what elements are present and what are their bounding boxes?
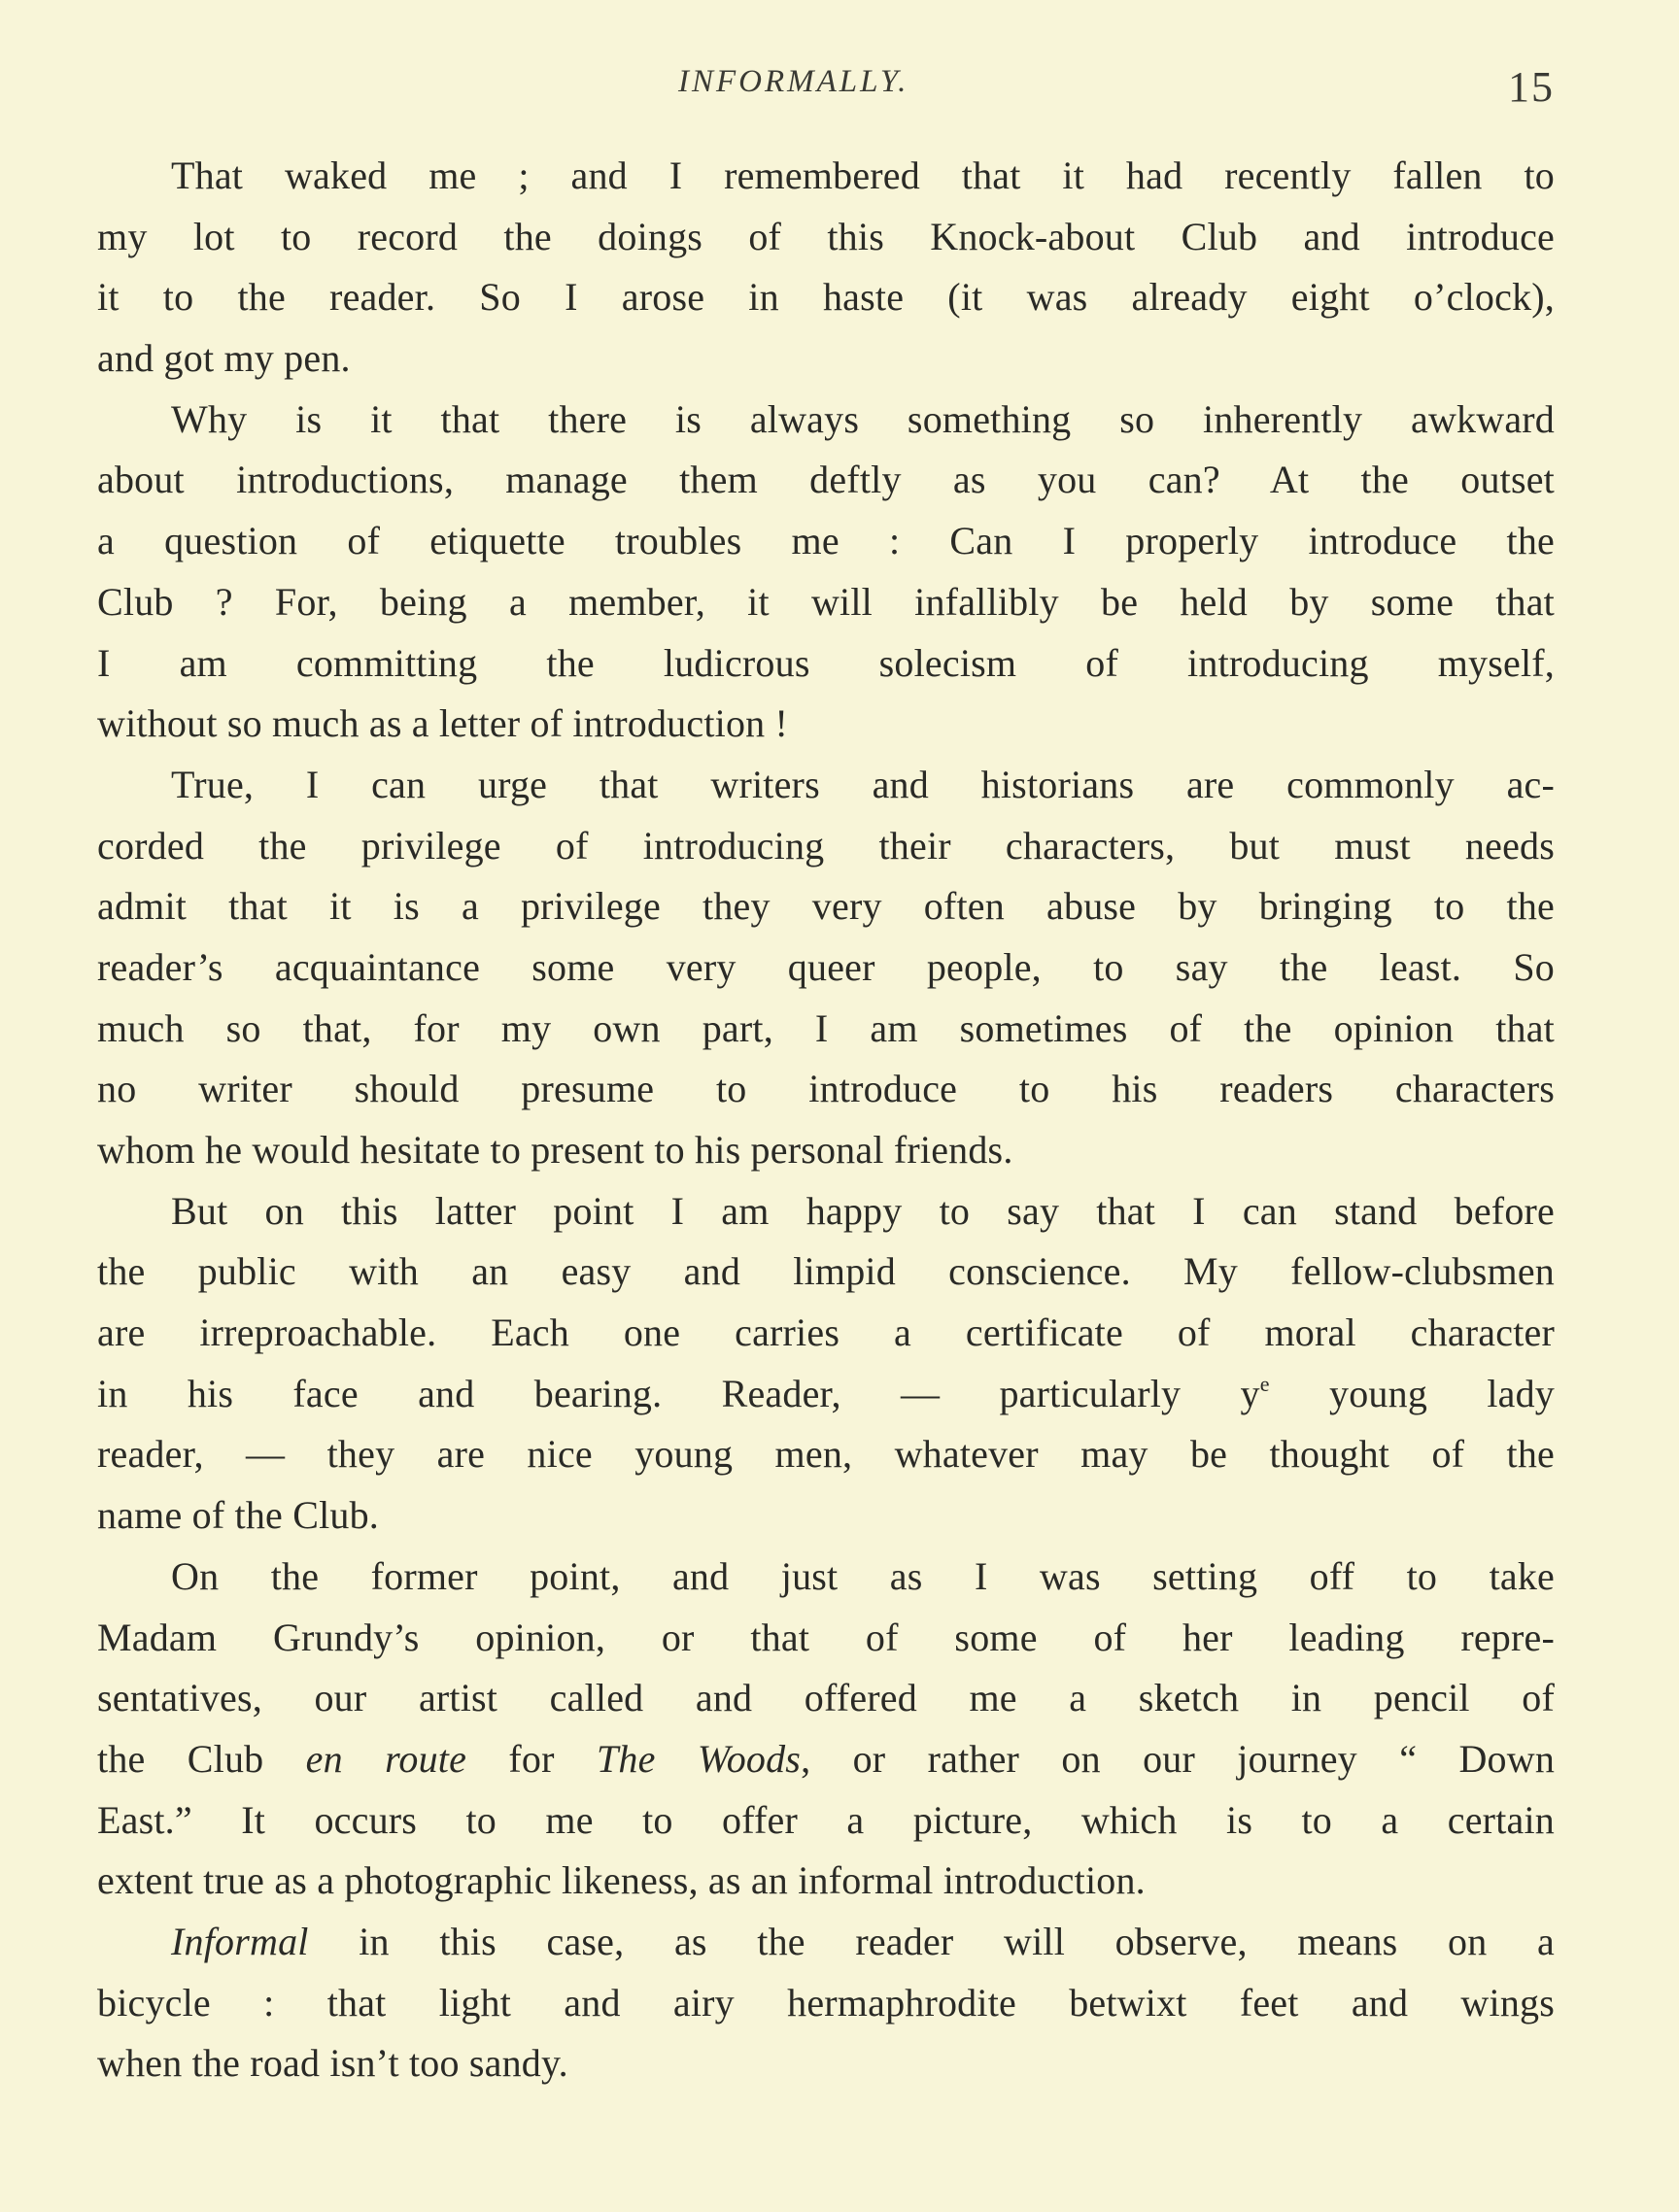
text-fragment: my lot to record the doings of this Knock-about Club and introduce (97, 214, 1555, 258)
text-line (97, 1485, 1555, 1547)
text-line (97, 694, 1555, 755)
text-line (97, 2033, 1555, 2094)
text-line (97, 328, 1555, 390)
text-fragment: East.” It occurs to me to offer a picture, which is to a certain (97, 1797, 1555, 1842)
text-fragment: bicycle : that light and airy hermaphrodite betwixt feet and wings (97, 1980, 1555, 2025)
text-line (97, 146, 1555, 207)
text-line (97, 1242, 1555, 1303)
italic-text: en route (305, 1736, 467, 1781)
text-line (97, 937, 1555, 999)
page-number: 15 (1508, 63, 1555, 111)
text-fragment: without so much as a letter of introduction ! (97, 701, 789, 746)
text-line (97, 267, 1555, 328)
paragraph (97, 1181, 1555, 1547)
text-fragment: reader’s acquaintance some very queer people, to say the least. So (97, 944, 1555, 989)
text-fragment: the public with an easy and limpid conscience. My fellow-clubsmen (97, 1249, 1555, 1294)
text-fragment: for (466, 1736, 597, 1781)
text-line (97, 390, 1555, 451)
text-fragment: Madam Grundy’s opinion, or that of some of her leading repre- (97, 1615, 1555, 1659)
text-line (97, 1303, 1555, 1364)
paragraph (97, 146, 1555, 390)
text-line (97, 633, 1555, 695)
text-fragment: On the former point, and just as I was setting off to take (171, 1553, 1555, 1598)
text-line (97, 1120, 1555, 1181)
text-line (97, 1973, 1555, 2034)
text-fragment: about introductions, manage them deftly as you can? At the outset (97, 458, 1555, 502)
text-fragment: I am committing the ludicrous solecism of introducing myself, (97, 640, 1555, 685)
text-line (97, 572, 1555, 633)
text-fragment: corded the privilege of introducing their characters, but must needs (97, 823, 1555, 868)
body-text (97, 146, 1555, 2094)
text-fragment: and got my pen. (97, 336, 351, 381)
text-line (97, 755, 1555, 816)
text-fragment: reader, — they are nice young men, whatever may be thought of the (97, 1432, 1555, 1477)
text-fragment: are irreproachable. Each one carries a certificate of moral character (97, 1310, 1555, 1355)
text-fragment: Why is it that there is always something so inherently awkward (171, 396, 1555, 441)
italic-text: The Woods (596, 1736, 802, 1781)
text-fragment: whom he would hesitate to present to his personal friends. (97, 1128, 1013, 1172)
superscript: e (1259, 1371, 1270, 1396)
text-fragment: , or rather on our journey “ Down (801, 1736, 1556, 1781)
text-line (97, 207, 1555, 268)
text-fragment: in this case, as the reader will observe, means on a (308, 1919, 1555, 1963)
paragraph (97, 755, 1555, 1181)
text-line (97, 1059, 1555, 1120)
text-line (97, 816, 1555, 877)
text-fragment: admit that it is a privilege they very often abuse by bringing to the (97, 884, 1555, 929)
text-line (97, 1608, 1555, 1669)
text-line (97, 1547, 1555, 1608)
text-fragment: when the road isn’t too sandy. (97, 2041, 568, 2086)
text-fragment: the Club (97, 1736, 306, 1781)
paragraph (97, 1547, 1555, 1912)
italic-text: Informal (171, 1919, 309, 1963)
text-line (97, 1851, 1555, 1912)
text-line (97, 1790, 1555, 1852)
text-fragment: young lady (1269, 1371, 1555, 1415)
text-fragment: name of the Club. (97, 1493, 380, 1538)
text-fragment: That waked me ; and I remembered that it had recently fallen to (171, 153, 1555, 197)
paragraph (97, 1912, 1555, 2094)
text-fragment: True, I can urge that writers and historians are commonly ac- (171, 762, 1555, 806)
text-line (97, 1912, 1555, 1973)
text-fragment: a question of etiquette troubles me : Can I properly introduce the (97, 519, 1555, 563)
text-line (97, 1729, 1555, 1790)
text-line (97, 1668, 1555, 1729)
text-fragment: sentatives, our artist called and offered me a sketch in pencil of (97, 1676, 1555, 1720)
paragraph (97, 390, 1555, 755)
text-fragment: in his face and bearing. Reader, — particularly y (97, 1371, 1260, 1415)
text-line (97, 999, 1555, 1060)
running-head (0, 64, 1679, 122)
text-fragment: But on this latter point I am happy to say that I can stand before (171, 1188, 1555, 1233)
text-line (97, 1181, 1555, 1242)
text-fragment: no writer should presume to introduce to his readers characters (97, 1067, 1555, 1111)
text-line (97, 1364, 1555, 1425)
text-fragment: Club ? For, being a member, it will infallibly be held by some that (97, 579, 1555, 624)
text-fragment: extent true as a photographic likeness, as an informal introduction. (97, 1858, 1146, 1903)
text-fragment: much so that, for my own part, I am sometimes of the opinion that (97, 1005, 1555, 1050)
text-line (97, 876, 1555, 937)
text-line (97, 511, 1555, 572)
running-title: INFORMALLY. (678, 64, 909, 99)
text-fragment: it to the reader. So I arose in haste (it was already eight o’clock), (97, 275, 1555, 320)
text-line (97, 1424, 1555, 1485)
text-line (97, 450, 1555, 511)
